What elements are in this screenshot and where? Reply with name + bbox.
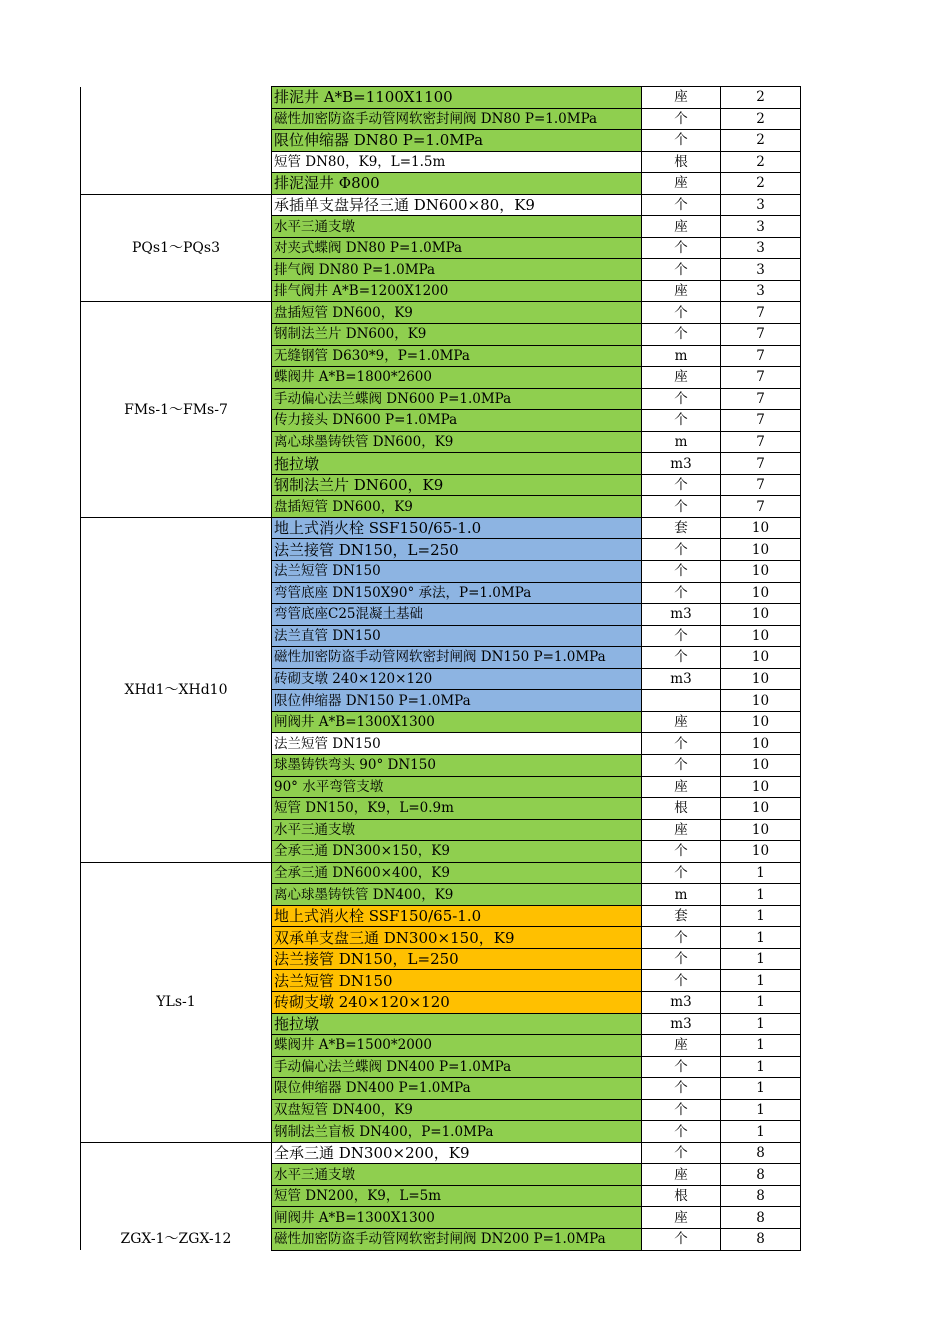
unit-cell[interactable]: 根 bbox=[642, 1185, 721, 1207]
quantity-cell[interactable]: 1 bbox=[721, 1121, 801, 1143]
unit-cell[interactable]: m3 bbox=[642, 1013, 721, 1035]
quantity-cell[interactable]: 10 bbox=[721, 668, 801, 690]
item-name-cell[interactable]: 法兰接管 DN150，L=250 bbox=[272, 539, 642, 561]
item-name-cell[interactable]: 短管 DN80，K9，L=1.5m bbox=[272, 151, 642, 173]
unit-cell[interactable]: 个 bbox=[642, 1078, 721, 1100]
unit-cell[interactable]: 个 bbox=[642, 324, 721, 346]
quantity-cell[interactable]: 7 bbox=[721, 474, 801, 496]
unit-cell[interactable]: 个 bbox=[642, 410, 721, 432]
item-name-cell[interactable]: 短管 DN150，K9，L=0.9m bbox=[272, 798, 642, 820]
item-name-cell[interactable]: 蝶阀井 A*B=1800*2600 bbox=[272, 367, 642, 389]
unit-cell[interactable]: m3 bbox=[642, 991, 721, 1013]
item-name-cell[interactable]: 90° 水平弯管支墩 bbox=[272, 776, 642, 798]
unit-cell[interactable]: m bbox=[642, 345, 721, 367]
table-row bbox=[81, 194, 801, 216]
item-name-cell[interactable]: 排泥井 A*B=1100X1100 bbox=[272, 87, 642, 109]
quantity-cell[interactable]: 8 bbox=[721, 1164, 801, 1186]
item-name-cell[interactable]: 拖拉墩 bbox=[272, 453, 642, 475]
quantity-cell[interactable]: 8 bbox=[721, 1207, 801, 1229]
unit-cell[interactable]: 个 bbox=[642, 561, 721, 583]
unit-cell[interactable]: m3 bbox=[642, 453, 721, 475]
item-name-cell[interactable]: 闸阀井 A*B=1300X1300 bbox=[272, 1207, 642, 1229]
quantity-cell[interactable]: 10 bbox=[721, 776, 801, 798]
item-name-cell[interactable]: 地上式消火栓 SSF150/65-1.0 bbox=[272, 905, 642, 927]
item-name-cell[interactable]: 限位伸缩器 DN80 P=1.0MPa bbox=[272, 130, 642, 152]
quantity-cell[interactable]: 10 bbox=[721, 711, 801, 733]
unit-cell[interactable]: 个 bbox=[642, 647, 721, 669]
unit-cell[interactable]: 套 bbox=[642, 905, 721, 927]
quantity-cell[interactable]: 10 bbox=[721, 647, 801, 669]
unit-cell[interactable]: 个 bbox=[642, 474, 721, 496]
unit-cell[interactable]: 座 bbox=[642, 1164, 721, 1186]
quantity-cell[interactable]: 10 bbox=[721, 539, 801, 561]
item-name-cell[interactable]: 离心球墨铸铁管 DN400，K9 bbox=[272, 884, 642, 906]
unit-cell[interactable]: 座 bbox=[642, 711, 721, 733]
item-name-cell[interactable]: 排气阀 DN80 P=1.0MPa bbox=[272, 259, 642, 281]
quantity-cell[interactable]: 7 bbox=[721, 388, 801, 410]
item-name-cell[interactable]: 短管 DN200，K9，L=5m bbox=[272, 1185, 642, 1207]
table-row bbox=[81, 87, 801, 109]
group-label-cell[interactable] bbox=[81, 87, 272, 195]
unit-cell[interactable]: m3 bbox=[642, 604, 721, 626]
item-name-cell[interactable]: 排泥湿井 Φ800 bbox=[272, 173, 642, 195]
item-name-cell[interactable]: 水平三通支墩 bbox=[272, 819, 642, 841]
quantity-cell[interactable]: 10 bbox=[721, 754, 801, 776]
item-name-cell[interactable]: 闸阀井 A*B=1300X1300 bbox=[272, 711, 642, 733]
unit-cell[interactable]: 个 bbox=[642, 1228, 721, 1250]
item-name-cell[interactable]: 砖砌支墩 240×120×120 bbox=[272, 668, 642, 690]
item-name-cell[interactable]: 双盘短管 DN400，K9 bbox=[272, 1099, 642, 1121]
unit-cell[interactable]: m bbox=[642, 431, 721, 453]
quantity-cell[interactable]: 1 bbox=[721, 1078, 801, 1100]
item-name-cell[interactable]: 手动偏心法兰蝶阀 DN400 P=1.0MPa bbox=[272, 1056, 642, 1078]
item-name-cell[interactable]: 水平三通支墩 bbox=[272, 1164, 642, 1186]
unit-cell[interactable]: 座 bbox=[642, 819, 721, 841]
item-name-cell[interactable]: 全承三通 DN600×400，K9 bbox=[272, 862, 642, 884]
quantity-cell[interactable]: 3 bbox=[721, 216, 801, 238]
item-name-cell[interactable]: 传力接头 DN600 P=1.0MPa bbox=[272, 410, 642, 432]
unit-cell[interactable]: 个 bbox=[642, 302, 721, 324]
unit-cell[interactable]: 个 bbox=[642, 1121, 721, 1143]
quantity-cell[interactable]: 10 bbox=[721, 561, 801, 583]
item-name-cell[interactable]: 水平三通支墩 bbox=[272, 216, 642, 238]
group-label-cell[interactable]: XHd1～XHd10 bbox=[81, 517, 272, 862]
quantity-cell[interactable]: 7 bbox=[721, 410, 801, 432]
quantity-cell[interactable]: 1 bbox=[721, 1013, 801, 1035]
unit-cell[interactable]: 座 bbox=[642, 1035, 721, 1057]
quantity-cell[interactable]: 1 bbox=[721, 1099, 801, 1121]
item-name-cell[interactable]: 无缝钢管 D630*9，P=1.0MPa bbox=[272, 345, 642, 367]
quantity-cell[interactable]: 2 bbox=[721, 108, 801, 130]
unit-cell[interactable]: 根 bbox=[642, 151, 721, 173]
quantity-cell[interactable]: 7 bbox=[721, 367, 801, 389]
quantity-cell[interactable]: 7 bbox=[721, 431, 801, 453]
table-row bbox=[81, 302, 801, 324]
item-name-cell[interactable]: 法兰接管 DN150，L=250 bbox=[272, 948, 642, 970]
item-name-cell[interactable]: 盘插短管 DN600，K9 bbox=[272, 302, 642, 324]
group-label-cell[interactable]: ZGX-1～ZGX-12 bbox=[81, 1142, 272, 1250]
item-name-cell[interactable]: 钢制法兰片 DN600，K9 bbox=[272, 324, 642, 346]
quantity-cell[interactable]: 8 bbox=[721, 1142, 801, 1164]
quantity-cell[interactable]: 10 bbox=[721, 690, 801, 712]
item-name-cell[interactable]: 盘插短管 DN600，K9 bbox=[272, 496, 642, 518]
unit-cell[interactable]: 个 bbox=[642, 496, 721, 518]
quantity-cell[interactable]: 7 bbox=[721, 324, 801, 346]
item-name-cell[interactable]: 限位伸缩器 DN400 P=1.0MPa bbox=[272, 1078, 642, 1100]
quantity-cell[interactable]: 10 bbox=[721, 733, 801, 755]
quantity-cell[interactable]: 1 bbox=[721, 1035, 801, 1057]
item-name-cell[interactable]: 法兰短管 DN150 bbox=[272, 970, 642, 992]
unit-cell[interactable]: 座 bbox=[642, 280, 721, 302]
item-name-cell[interactable]: 蝶阀井 A*B=1500*2000 bbox=[272, 1035, 642, 1057]
quantity-cell[interactable]: 1 bbox=[721, 948, 801, 970]
quantity-cell[interactable]: 1 bbox=[721, 862, 801, 884]
spreadsheet bbox=[80, 86, 800, 1251]
quantity-cell[interactable]: 2 bbox=[721, 173, 801, 195]
group-label-cell[interactable]: FMs-1～FMs-7 bbox=[81, 302, 272, 517]
item-name-cell[interactable]: 法兰短管 DN150 bbox=[272, 733, 642, 755]
quantity-cell[interactable]: 10 bbox=[721, 819, 801, 841]
item-name-cell[interactable]: 对夹式蝶阀 DN80 P=1.0MPa bbox=[272, 237, 642, 259]
unit-cell[interactable]: 个 bbox=[642, 194, 721, 216]
item-name-cell[interactable]: 球墨铸铁弯头 90° DN150 bbox=[272, 754, 642, 776]
item-name-cell[interactable]: 钢制法兰片 DN600，K9 bbox=[272, 474, 642, 496]
unit-cell[interactable]: 套 bbox=[642, 517, 721, 539]
unit-cell[interactable]: 个 bbox=[642, 1056, 721, 1078]
unit-cell[interactable]: 个 bbox=[642, 927, 721, 949]
unit-cell[interactable]: m3 bbox=[642, 668, 721, 690]
quantity-cell[interactable]: 1 bbox=[721, 884, 801, 906]
unit-cell[interactable]: 个 bbox=[642, 948, 721, 970]
unit-cell[interactable]: 个 bbox=[642, 108, 721, 130]
unit-cell[interactable]: 个 bbox=[642, 130, 721, 152]
item-name-cell[interactable]: 法兰短管 DN150 bbox=[272, 561, 642, 583]
table-row bbox=[81, 1142, 801, 1164]
materials-table bbox=[80, 86, 801, 1251]
quantity-cell[interactable]: 2 bbox=[721, 151, 801, 173]
item-name-cell[interactable]: 砖砌支墩 240×120×120 bbox=[272, 991, 642, 1013]
item-name-cell[interactable]: 排气阀井 A*B=1200X1200 bbox=[272, 280, 642, 302]
quantity-cell[interactable]: 10 bbox=[721, 582, 801, 604]
unit-cell[interactable]: 个 bbox=[642, 237, 721, 259]
unit-cell[interactable]: 座 bbox=[642, 173, 721, 195]
quantity-cell[interactable]: 3 bbox=[721, 194, 801, 216]
quantity-cell[interactable]: 3 bbox=[721, 259, 801, 281]
unit-cell[interactable]: 个 bbox=[642, 733, 721, 755]
item-name-cell[interactable]: 法兰直管 DN150 bbox=[272, 625, 642, 647]
unit-cell[interactable]: 个 bbox=[642, 970, 721, 992]
item-name-cell[interactable]: 承插单支盘异径三通 DN600×80，K9 bbox=[272, 194, 642, 216]
quantity-cell[interactable]: 3 bbox=[721, 237, 801, 259]
quantity-cell[interactable]: 2 bbox=[721, 130, 801, 152]
unit-cell[interactable]: m bbox=[642, 884, 721, 906]
unit-cell[interactable]: 个 bbox=[642, 539, 721, 561]
quantity-cell[interactable]: 10 bbox=[721, 604, 801, 626]
quantity-cell[interactable]: 10 bbox=[721, 625, 801, 647]
unit-cell[interactable]: 座 bbox=[642, 216, 721, 238]
quantity-cell[interactable]: 7 bbox=[721, 496, 801, 518]
item-name-cell[interactable]: 全承三通 DN300×200，K9 bbox=[272, 1142, 642, 1164]
group-label-cell[interactable]: PQs1～PQs3 bbox=[81, 194, 272, 302]
item-name-cell[interactable]: 钢制法兰盲板 DN400，P=1.0MPa bbox=[272, 1121, 642, 1143]
quantity-cell[interactable]: 8 bbox=[721, 1228, 801, 1250]
item-name-cell[interactable]: 弯管底座 DN150X90° 承法，P=1.0MPa bbox=[272, 582, 642, 604]
quantity-cell[interactable]: 7 bbox=[721, 302, 801, 324]
unit-cell[interactable]: 个 bbox=[642, 1142, 721, 1164]
group-label-cell[interactable]: YLs-1 bbox=[81, 862, 272, 1142]
item-name-cell[interactable]: 磁性加密防盗手动管网软密封闸阀 DN80 P=1.0MPa bbox=[272, 108, 642, 130]
unit-cell[interactable]: 个 bbox=[642, 582, 721, 604]
item-name-cell[interactable]: 离心球墨铸铁管 DN600，K9 bbox=[272, 431, 642, 453]
item-name-cell[interactable]: 弯管底座C25混凝土基础 bbox=[272, 604, 642, 626]
unit-cell[interactable] bbox=[642, 690, 721, 712]
table-row bbox=[81, 862, 801, 884]
quantity-cell[interactable]: 3 bbox=[721, 280, 801, 302]
quantity-cell[interactable]: 10 bbox=[721, 798, 801, 820]
quantity-cell[interactable]: 1 bbox=[721, 1056, 801, 1078]
quantity-cell[interactable]: 7 bbox=[721, 453, 801, 475]
unit-cell[interactable]: 个 bbox=[642, 1099, 721, 1121]
quantity-cell[interactable]: 8 bbox=[721, 1185, 801, 1207]
item-name-cell[interactable]: 磁性加密防盗手动管网软密封闸阀 DN200 P=1.0MPa bbox=[272, 1228, 642, 1250]
unit-cell[interactable]: 根 bbox=[642, 798, 721, 820]
unit-cell[interactable]: 座 bbox=[642, 87, 721, 109]
table-row bbox=[81, 517, 801, 539]
unit-cell[interactable]: 座 bbox=[642, 776, 721, 798]
unit-cell[interactable]: 个 bbox=[642, 388, 721, 410]
quantity-cell[interactable]: 10 bbox=[721, 841, 801, 863]
unit-cell[interactable]: 个 bbox=[642, 259, 721, 281]
quantity-cell[interactable]: 1 bbox=[721, 905, 801, 927]
item-name-cell[interactable]: 地上式消火栓 SSF150/65-1.0 bbox=[272, 517, 642, 539]
unit-cell[interactable]: 个 bbox=[642, 754, 721, 776]
unit-cell[interactable]: 座 bbox=[642, 367, 721, 389]
item-name-cell[interactable]: 拖拉墩 bbox=[272, 1013, 642, 1035]
quantity-cell[interactable]: 10 bbox=[721, 517, 801, 539]
item-name-cell[interactable]: 双承单支盘三通 DN300×150，K9 bbox=[272, 927, 642, 949]
unit-cell[interactable]: 个 bbox=[642, 841, 721, 863]
quantity-cell[interactable]: 2 bbox=[721, 87, 801, 109]
item-name-cell[interactable]: 磁性加密防盗手动管网软密封闸阀 DN150 P=1.0MPa bbox=[272, 647, 642, 669]
materials-table-body bbox=[81, 87, 801, 1251]
quantity-cell[interactable]: 1 bbox=[721, 970, 801, 992]
quantity-cell[interactable]: 1 bbox=[721, 991, 801, 1013]
unit-cell[interactable]: 座 bbox=[642, 1207, 721, 1229]
quantity-cell[interactable]: 1 bbox=[721, 927, 801, 949]
item-name-cell[interactable]: 限位伸缩器 DN150 P=1.0MPa bbox=[272, 690, 642, 712]
item-name-cell[interactable]: 手动偏心法兰蝶阀 DN600 P=1.0MPa bbox=[272, 388, 642, 410]
unit-cell[interactable]: 个 bbox=[642, 862, 721, 884]
item-name-cell[interactable]: 全承三通 DN300×150，K9 bbox=[272, 841, 642, 863]
unit-cell[interactable]: 个 bbox=[642, 625, 721, 647]
quantity-cell[interactable]: 7 bbox=[721, 345, 801, 367]
